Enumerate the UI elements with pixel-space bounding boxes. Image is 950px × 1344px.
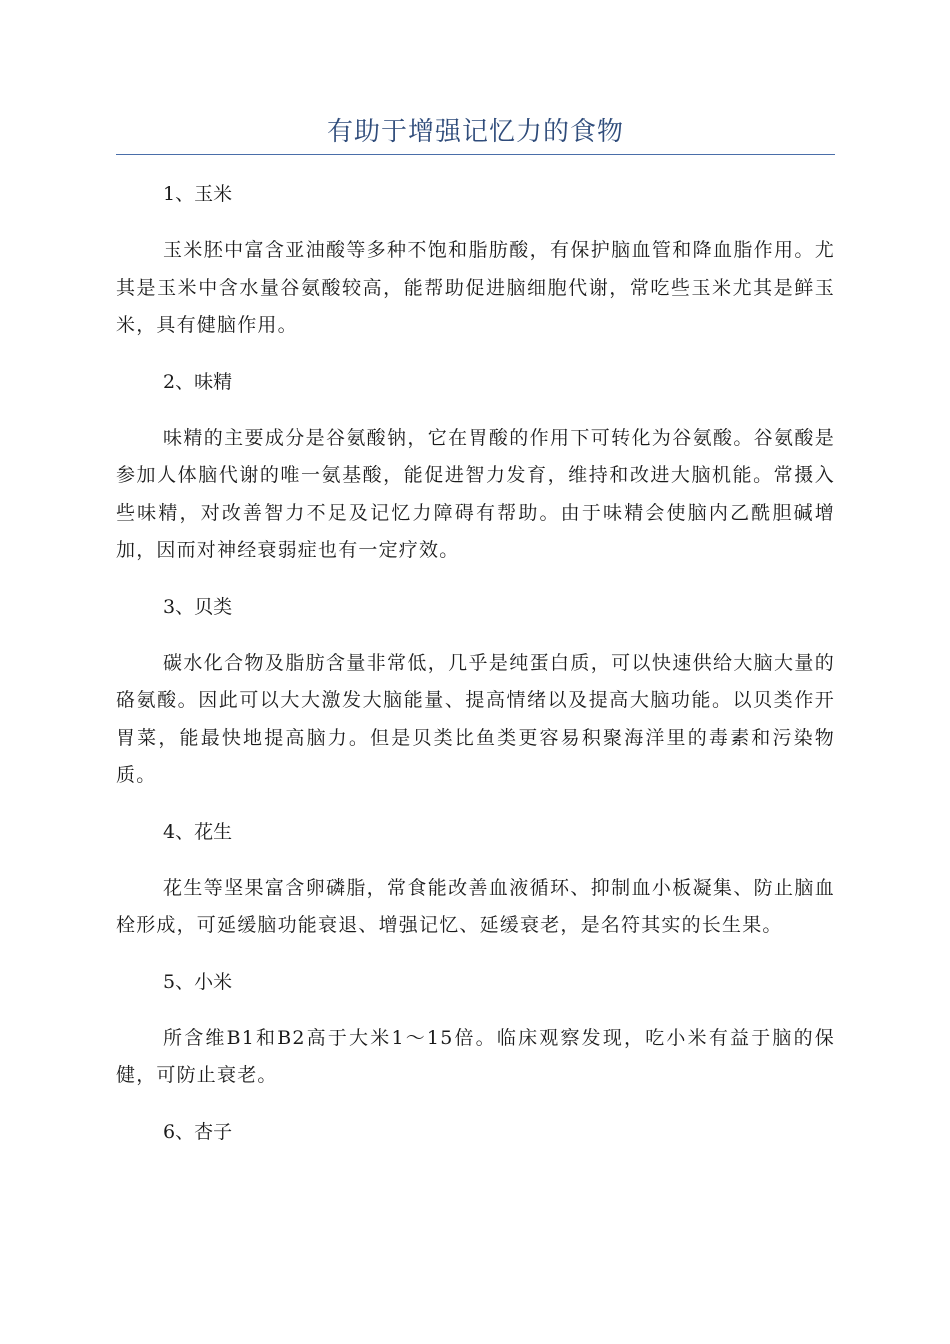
section-heading-millet: 5、小米 [163, 970, 233, 993]
section-body-msg: 味精的主要成分是谷氨酸钠，它在胃酸的作用下可转化为谷氨酸。谷氨酸是参加人体脑代谢的唯一氨基酸，能促进智力发育，维持和改进大脑机能。常摄入些味精，对改善智力不足及记忆力障碍有帮助。由于味精会使脑内乙酰胆碱增加，因而对神经衰弱症也有一定疗效。 [116, 426, 835, 561]
section-body-millet: 所含维B1和B2高于大米1～15倍。临床观察发现，吃小米有益于脑的保健，可防止衰老。 [116, 1026, 835, 1086]
section-heading-shellfish: 3、贝类 [163, 595, 233, 618]
section-body-corn: 玉米胚中富含亚油酸等多种不饱和脂肪酸，有保护脑血管和降血脂作用。尤其是玉米中含水量谷氨酸较高，能帮助促进脑细胞代谢，常吃些玉米尤其是鲜玉米，具有健脑作用。 [116, 239, 835, 336]
section-heading-msg: 2、味精 [163, 370, 233, 393]
section-heading-corn: 1、玉米 [163, 183, 233, 205]
document-title: 有助于增强记忆力的食物 [326, 117, 624, 147]
document-body [116, 176, 835, 1170]
section-body-peanut: 花生等坚果富含卵磷脂，常食能改善血液循环、抑制血小板凝集、防止脑血栓形成，可延缓脑功能衰退、增强记忆、延缓衰老，是名符其实的长生果。 [116, 876, 835, 936]
section-body-shellfish: 碳水化合物及脂肪含量非常低，几乎是纯蛋白质，可以快速供给大脑大量的硌氨酸。因此可以大大激发大脑能量、提高情绪以及提高大脑功能。以贝类作开胃菜，能最快地提高脑力。但是贝类比鱼类更容易积聚海洋里的毒素和污染物质。 [116, 651, 835, 786]
section-heading-peanut: 4、花生 [163, 820, 233, 843]
section-heading-apricot: 6、杏子 [163, 1120, 233, 1143]
title-underline [116, 154, 835, 155]
